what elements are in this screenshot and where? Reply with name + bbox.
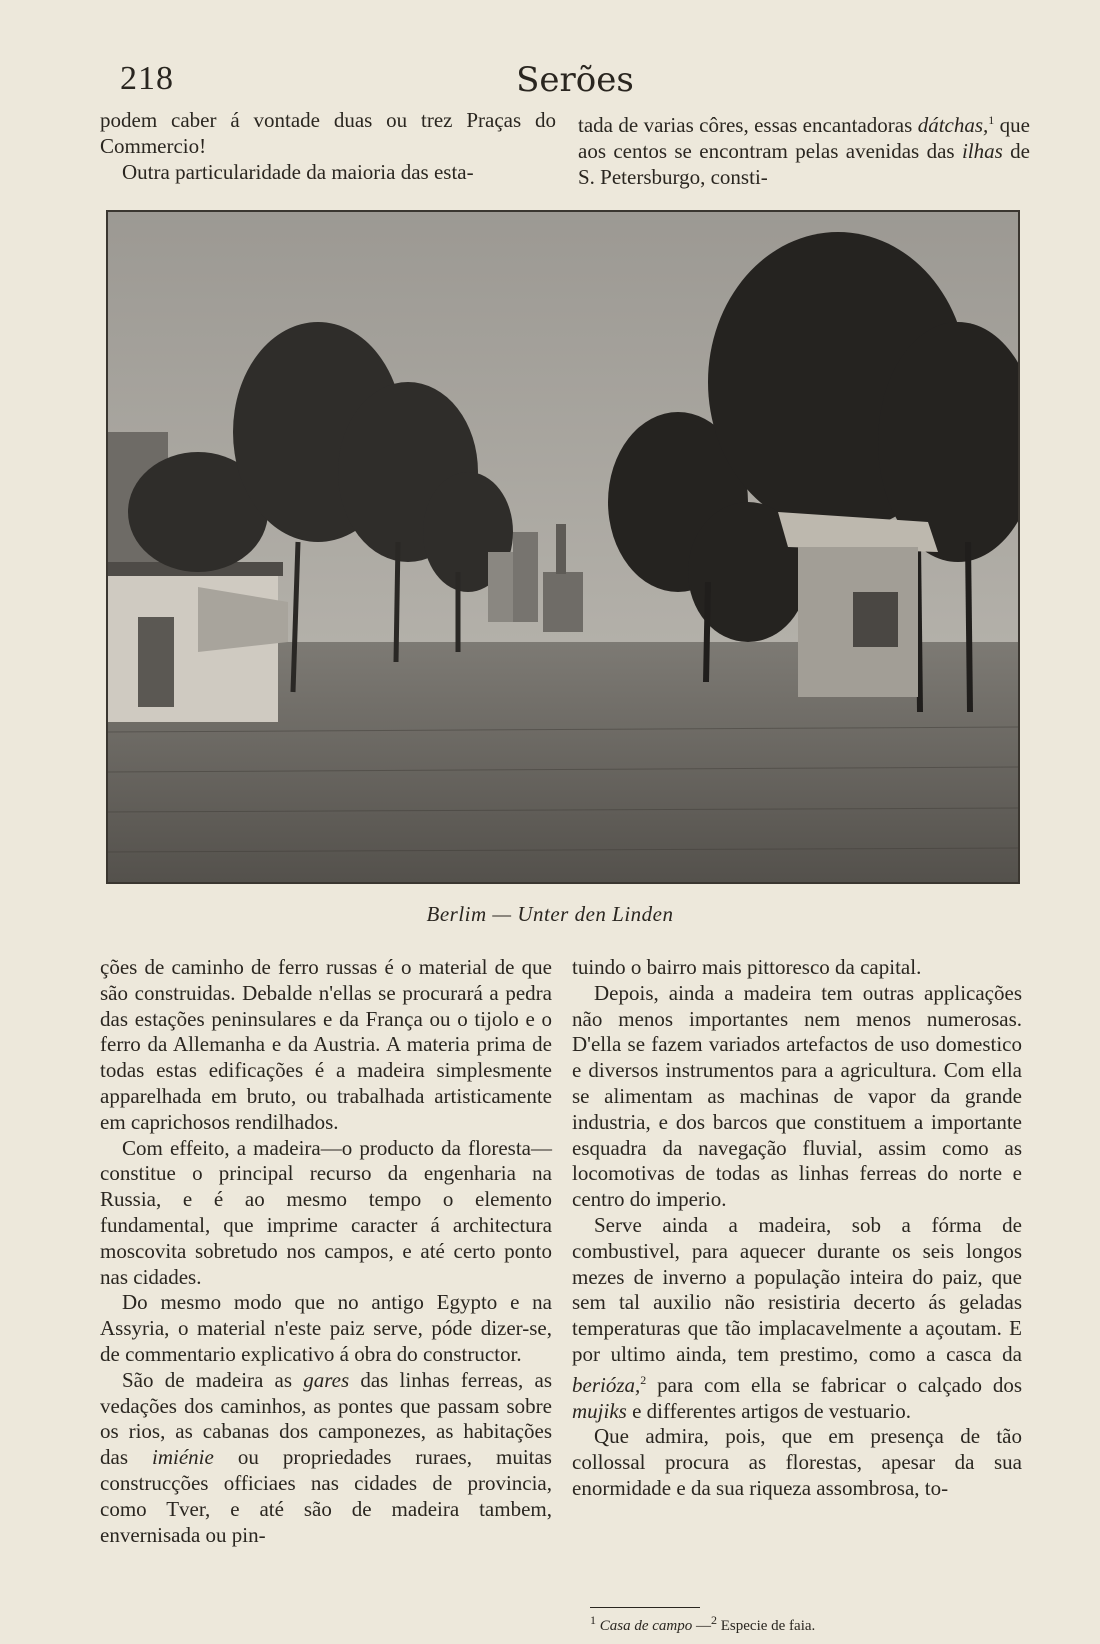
italic-term: imiénie bbox=[152, 1445, 214, 1470]
paragraph: ções de caminho de ferro russas é o material de que são construidas. Debalde n'ellas se procurará a pedra das estações peninsulares e da França ou o tijolo e o ferro da Allemanha e da Austria. A materia prima de todas estas edificações é a madeira simplesmente apparelhada em bruto, ou trabalhada artisticamente em caprichosos rendilhados. bbox=[100, 955, 552, 1134]
footnote-ref: 2 bbox=[640, 1372, 647, 1387]
text-run: tada de varias côres, essas encantadoras bbox=[578, 113, 913, 137]
page-header bbox=[120, 60, 1030, 100]
bottom-left-column bbox=[100, 955, 552, 1548]
text-run: Serve ainda a madeira, sob a fórma de combustivel, para aquecer durante os seis longos mezes de inverno a população inteira do paiz, que sem tal auxilio não resistiria decerto ás geladas temperaturas que tão implacavelmente a açoutam. E por ultimo ainda, tem prestimo, como a casca da bbox=[572, 1212, 1022, 1366]
italic-term: gares bbox=[303, 1367, 350, 1392]
text-run: e differentes artigos de vestuario. bbox=[626, 1398, 912, 1423]
footnote-text: Casa de campo bbox=[599, 1618, 693, 1634]
paragraph: podem caber á vontade duas ou trez Praças do Commercio! bbox=[100, 108, 556, 158]
text-run: para com ella se fabricar o calçado dos bbox=[646, 1372, 1022, 1397]
paragraph: Outra particularidade da maioria das esta- bbox=[122, 159, 474, 184]
paragraph: Com effeito, a madeira—o producto da floresta—constitue o principal recurso da engenharia na Russia, e é ao mesmo tempo o elemento fundamental, que imprime caracter á architectura moscovita sobretudo nos campos, e até certo ponto nas cidades. bbox=[100, 1135, 552, 1289]
figure-caption: Berlim — Unter den Linden bbox=[426, 902, 674, 926]
bottom-right-column bbox=[572, 955, 1022, 1502]
italic-term: dátchas, bbox=[917, 113, 989, 137]
page-number: 218 bbox=[120, 60, 174, 97]
paragraph bbox=[578, 108, 1030, 190]
italic-term: mujiks bbox=[572, 1398, 627, 1423]
footnote-marker: 1 bbox=[590, 1613, 596, 1627]
photo-illustration bbox=[108, 212, 1018, 882]
footnotes bbox=[590, 1613, 1010, 1635]
text-run: das linhas ferreas, as vedações dos caminhos, as pontes que passam sobre os rios, as cabanas dos camponezes, as habitações das bbox=[100, 1367, 552, 1470]
paragraph bbox=[572, 1213, 1022, 1424]
top-right-column bbox=[578, 108, 1030, 190]
paragraph: tuindo o bairro mais pittoresco da capital. bbox=[572, 955, 922, 979]
street-photograph bbox=[106, 210, 1020, 884]
italic-term: ilhas bbox=[961, 138, 1003, 163]
text-run: ou propriedades ruraes, muitas construcções officiaes nas cidades de provincia, como Tver, e até são de madeira tambem, envernisada ou pin- bbox=[100, 1445, 552, 1547]
italic-term: berióza, bbox=[572, 1372, 641, 1397]
magazine-title: Serões bbox=[516, 60, 634, 100]
paragraph bbox=[100, 1368, 552, 1549]
text-run: de S. Petersburgo, consti- bbox=[578, 138, 1031, 189]
paragraph: Que admira, pois, que em presença de tão collossal procura as florestas, apesar da sua enormidade e da sua riqueza assombrosa, to- bbox=[572, 1424, 1022, 1500]
text-run: que aos centos se encontram pelas avenidas das bbox=[578, 113, 1030, 163]
footnote-separator: — bbox=[692, 1618, 711, 1634]
footnote-marker: 2 bbox=[711, 1613, 717, 1627]
top-left-column bbox=[100, 108, 556, 185]
footnote-ref: 1 bbox=[988, 113, 995, 127]
text-run: São de madeira as bbox=[122, 1367, 304, 1392]
paragraph: Do mesmo modo que no antigo Egypto e na Assyria, o material n'este paiz serve, póde dizer-se, de commentario explicativo á obra do constructor. bbox=[100, 1290, 552, 1366]
footnote-divider bbox=[590, 1607, 700, 1608]
paragraph: Depois, ainda a madeira tem outras applicações não menos importantes nem menos numerosas. D'ella se fazem variados artefactos de uso domestico e diversos instrumentos para a agricultura. Com ella se alimentam as machinas de vapor da grande industria, e dos barcos que constituem a importante esquadra da navegação fluvial, assim como as locomotivas de todas as linhas ferreas do norte e centro do imperio. bbox=[572, 980, 1022, 1212]
footnote-text: Especie de faia. bbox=[717, 1618, 816, 1634]
